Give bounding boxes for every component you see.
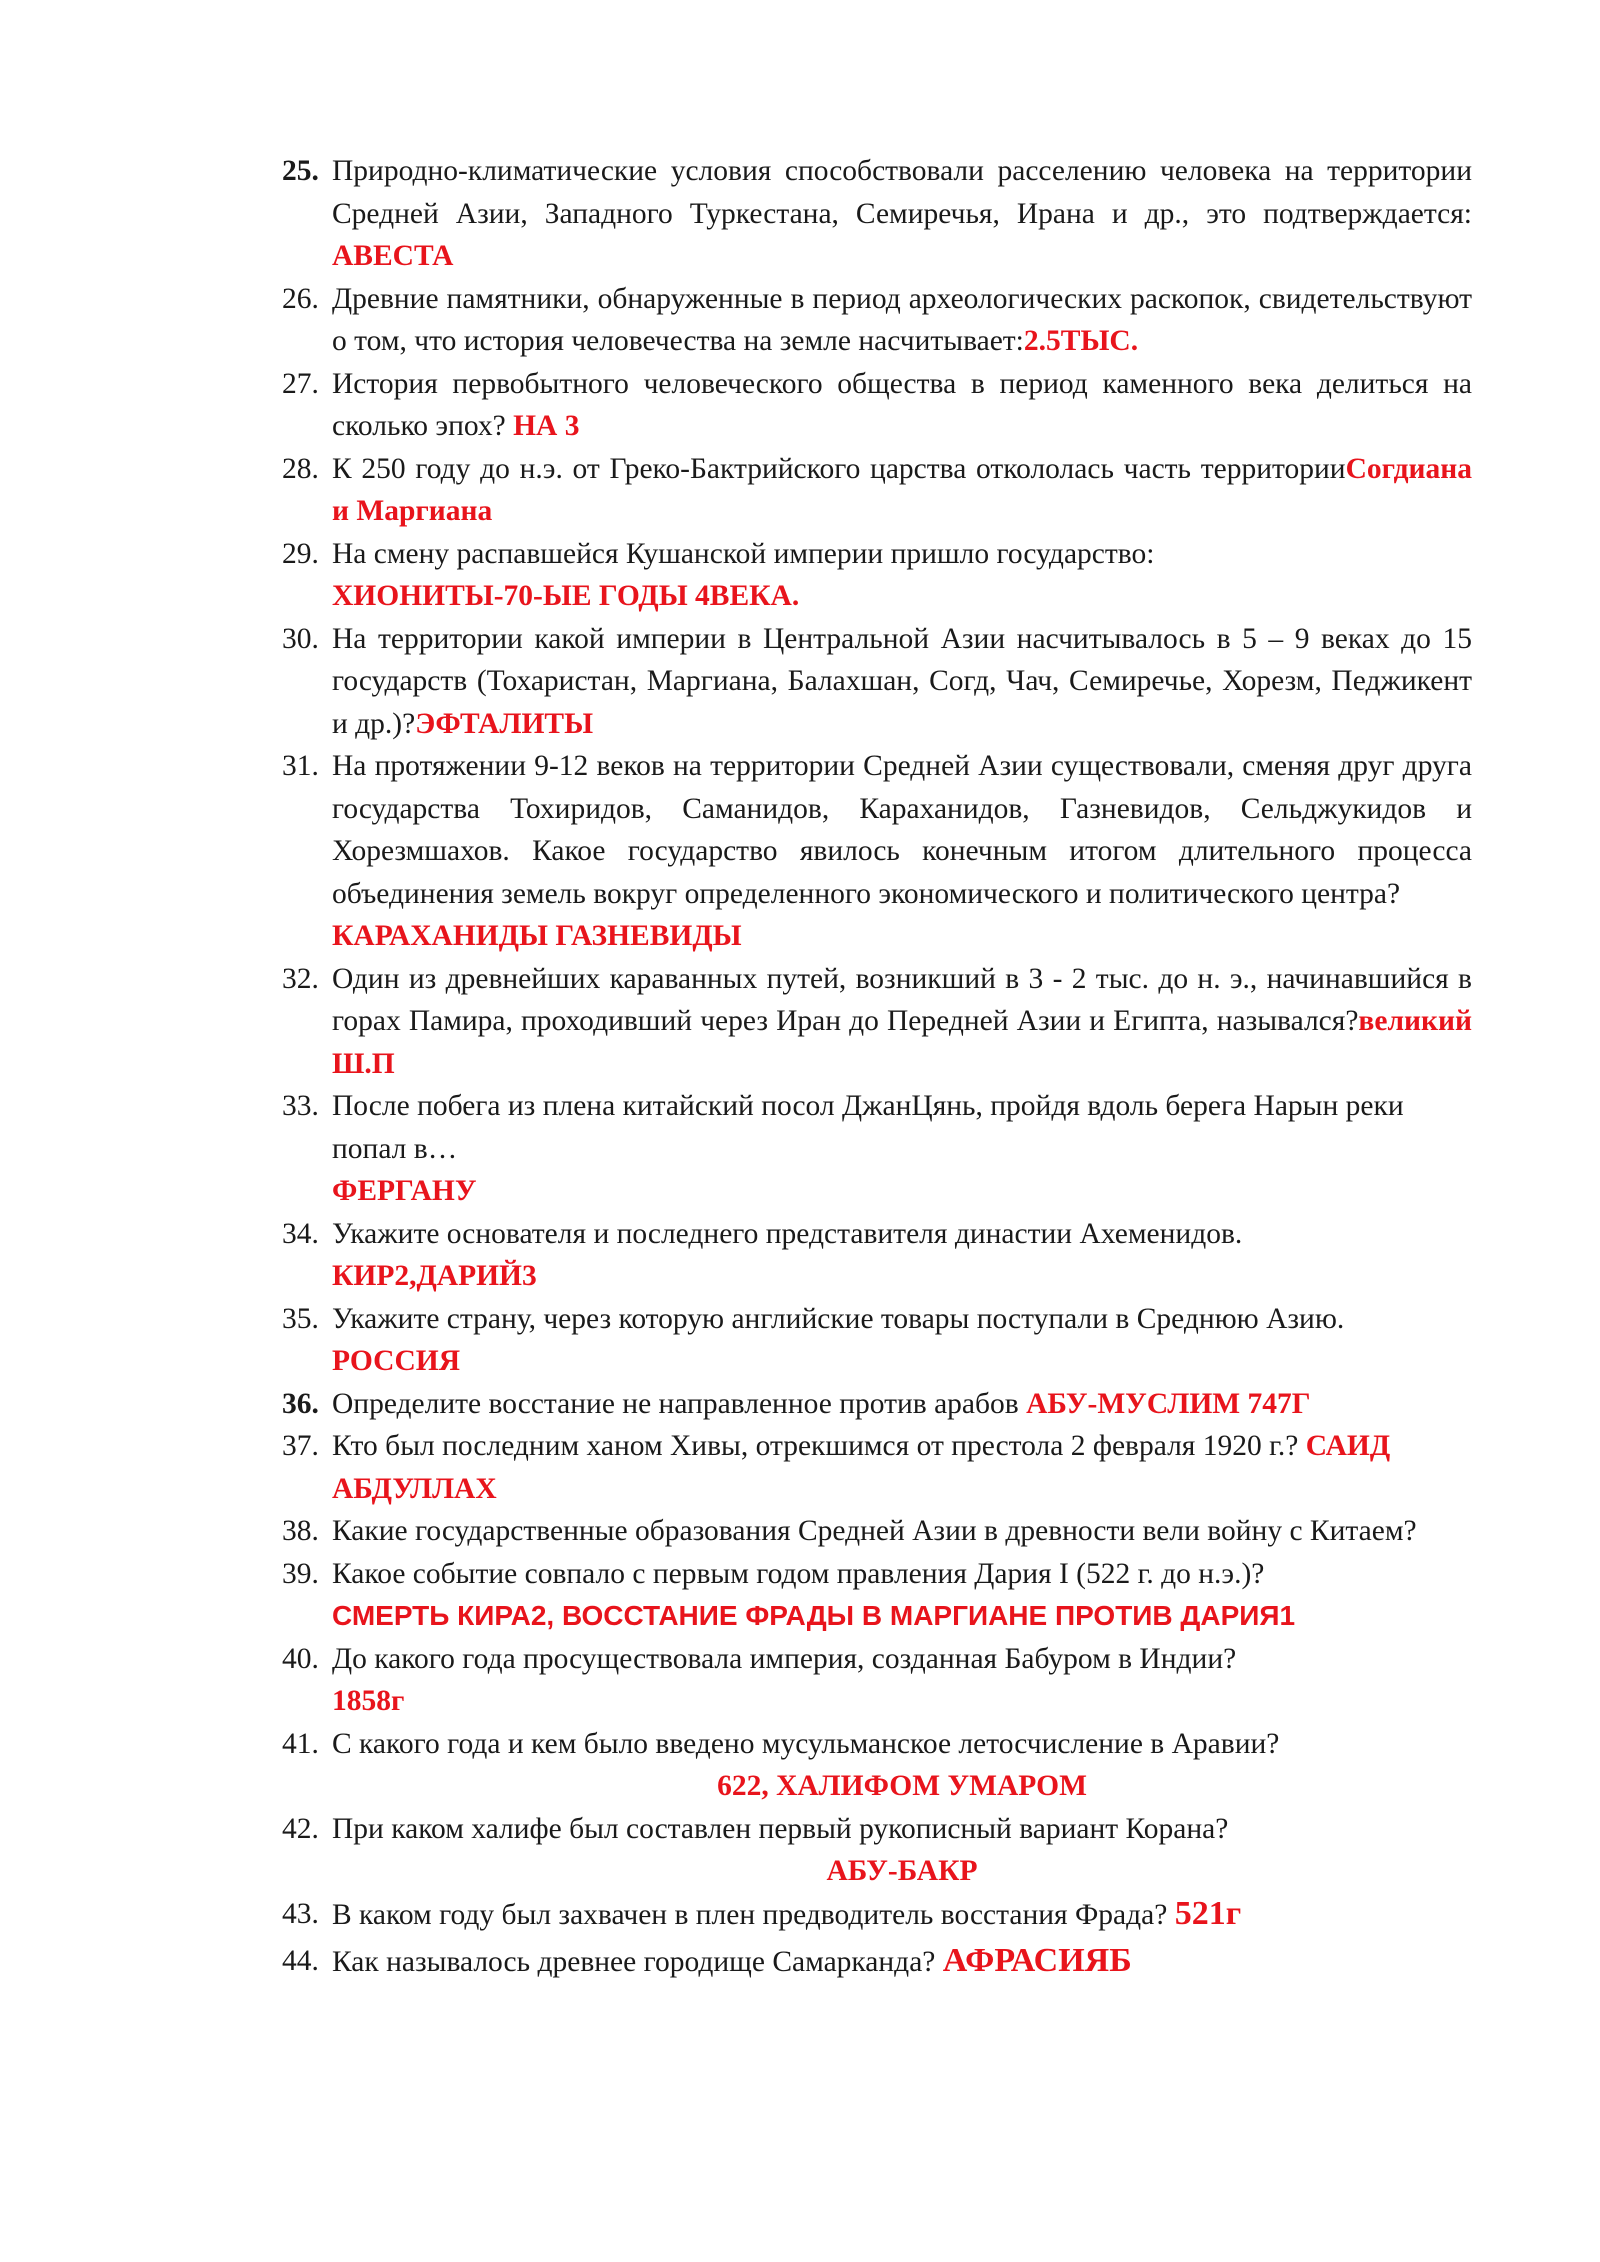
item-number: 37. xyxy=(282,1430,319,1462)
item-number: 29. xyxy=(282,537,319,570)
list-item xyxy=(282,1510,1472,1553)
answer-text: НА 3 xyxy=(513,410,580,442)
item-number: 40. xyxy=(282,1642,319,1675)
question-text: В каком году был захвачен в плен предводитель восстания Фрада? xyxy=(332,1898,1175,1931)
list-item xyxy=(282,150,1472,278)
question-text: После побега из плена китайский посол ДжанЦянь, пройдя вдоль берега Нарын реки попал в… xyxy=(332,1090,1404,1165)
item-number: 44. xyxy=(282,1945,319,1977)
list-item xyxy=(282,1298,1472,1383)
answer-text: АБУ-МУСЛИМ 747Г xyxy=(1026,1387,1311,1420)
question-text: Древние памятники, обнаруженные в период археологических раскопок, свидетельствуют о том, что история человечества на земле насчитывает: xyxy=(332,282,1472,357)
item-number: 28. xyxy=(282,452,319,485)
answer-text: ЭФТАЛИТЫ xyxy=(415,707,594,740)
list-item xyxy=(282,745,1472,958)
answer-text: АВЕСТА xyxy=(332,240,454,272)
question-text: Какие государственные образования Средней Азии в древности вели войну с Китаем? xyxy=(332,1515,1417,1547)
answer-text: САИД АБДУЛЛАХ xyxy=(332,1430,1391,1505)
answer-text: 622, ХАЛИФОМ УМАРОМ xyxy=(717,1770,1087,1802)
list-item xyxy=(282,1893,1472,1937)
answer-text: АФРАСИЯБ xyxy=(942,1942,1132,1979)
question-text: Природно-климатические условия способствовали расселению человека на территории Средней Азии, Западного Туркестана, Семиречья, Ирана и др., это подтверждается: xyxy=(332,155,1472,230)
item-number: 42. xyxy=(282,1812,319,1845)
list-item xyxy=(282,1553,1472,1638)
list-item xyxy=(282,1940,1472,1984)
question-text: До какого года просуществовала империя, созданная Бабуром в Индии? xyxy=(332,1642,1237,1675)
question-text: На территории какой империи в Центральной Азии насчитывалось в 5 – 9 веках до 15 государств (Тохаристан, Маргиана, Балахшан, Согд, Чач, Семиречье, Хорезм, Педжикент и др.)? xyxy=(332,622,1472,740)
question-text: Как называлось древнее городище Самарканда? xyxy=(332,1946,943,1978)
question-text: На протяжении 9-12 веков на территории Средней Азии существовали, сменяя друг друга государства Тохиридов, Саманидов, Караханидов, Газневидов, Сельджукидов и Хорезмшахов. Какое государство явилось конечным итогом длительного процесса объединения земель вокруг определенного экономического и политического центра? xyxy=(332,750,1472,910)
answer-text: 521г xyxy=(1174,1894,1242,1932)
item-number: 26. xyxy=(282,282,319,315)
item-number: 39. xyxy=(282,1557,319,1590)
item-number: 32. xyxy=(282,962,319,995)
question-text: На смену распавшейся Кушанской империи пришло государство: xyxy=(332,537,1155,570)
answer-text: КИР2,ДАРИЙ3 xyxy=(332,1260,537,1292)
answer-text: ХИОНИТЫ-70-ЫЕ ГОДЫ 4ВЕКА. xyxy=(332,580,800,612)
list-item xyxy=(282,1638,1472,1723)
list-item xyxy=(282,533,1472,618)
question-text: Какое событие совпало с первым годом правления Дария I (522 г. до н.э.)? xyxy=(332,1557,1265,1590)
list-item xyxy=(282,278,1472,363)
item-number: 30. xyxy=(282,622,319,655)
list-item xyxy=(282,1383,1472,1426)
list-item xyxy=(282,1808,1472,1893)
question-text: Определите восстание не направленное против арабов xyxy=(332,1387,1027,1420)
question-text: При каком халифе был составлен первый рукописный вариант Корана? xyxy=(332,1812,1229,1845)
item-number: 27. xyxy=(282,367,319,400)
question-text: Один из древнейших караванных путей, возникший в 3 - 2 тыс. до н. э., начинавшийся в горах Памира, проходивший через Иран до Передней Азии и Египта, назывался? xyxy=(332,962,1472,1037)
answer-text: КАРАХАНИДЫ ГАЗНЕВИДЫ xyxy=(332,920,742,952)
list-item xyxy=(282,618,1472,746)
list-item xyxy=(282,1085,1472,1213)
list-item xyxy=(282,363,1472,448)
question-text: История первобытного человеческого общества в период каменного века делиться на сколько эпох? xyxy=(332,367,1472,442)
question-text: К 250 году до н.э. от Греко-Бактрийского царства откололась часть территории xyxy=(332,452,1346,485)
list-item xyxy=(282,1213,1472,1298)
item-number: 43. xyxy=(282,1897,319,1930)
answer-text: РОССИЯ xyxy=(332,1345,461,1377)
item-number: 33. xyxy=(282,1090,319,1122)
question-text: С какого года и кем было введено мусульманское летосчисление в Аравии? xyxy=(332,1727,1280,1760)
item-number: 25. xyxy=(282,155,319,187)
question-list xyxy=(282,150,1472,1984)
answer-text: 2.5ТЫС. xyxy=(1023,325,1139,357)
item-number: 31. xyxy=(282,750,319,782)
item-number: 41. xyxy=(282,1727,319,1760)
list-item xyxy=(282,958,1472,1086)
answer-text: СМЕРТЬ КИРА2, ВОССТАНИЕ ФРАДЫ В МАРГИАНЕ ПРОТИВ ДАРИЯ1 xyxy=(332,1600,1296,1631)
list-item xyxy=(282,1425,1472,1510)
item-number: 34. xyxy=(282,1217,319,1250)
item-number: 36. xyxy=(282,1387,319,1420)
answer-text: ФЕРГАНУ xyxy=(332,1175,477,1207)
question-text: Кто был последним ханом Хивы, отрекшимся от престола 2 февраля 1920 г.? xyxy=(332,1430,1306,1462)
item-number: 38. xyxy=(282,1515,319,1547)
answer-text: 1858г xyxy=(332,1685,405,1717)
item-number: 35. xyxy=(282,1302,319,1335)
answer-text: АБУ-БАКР xyxy=(826,1855,978,1887)
answer-text: великий Ш.П xyxy=(332,1005,1472,1080)
list-item xyxy=(282,448,1472,533)
question-text: Укажите основателя и последнего представителя династии Ахеменидов. xyxy=(332,1217,1243,1250)
list-item xyxy=(282,1723,1472,1808)
question-text: Укажите страну, через которую английские товары поступали в Среднюю Азию. xyxy=(332,1302,1345,1335)
answer-text: Согдиана и Маргиана xyxy=(332,452,1472,527)
